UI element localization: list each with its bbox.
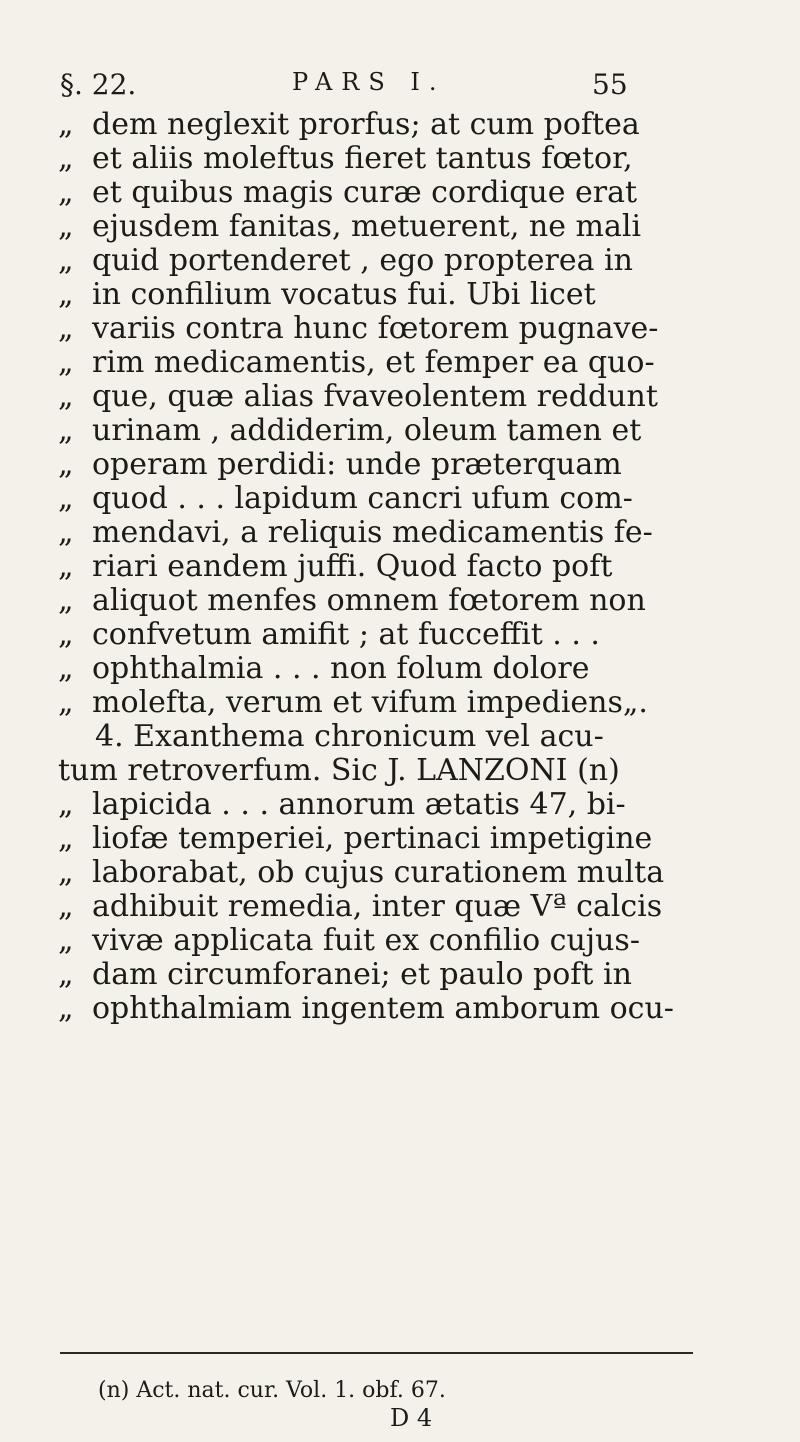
quote-mark: „ (58, 923, 74, 958)
line-text: aliquot menfes omnem fœtorem non (92, 583, 646, 618)
running-title: PARS I. (292, 68, 446, 96)
quote-mark: „ (58, 583, 74, 618)
footnote-rule (60, 1352, 693, 1354)
line-text: ophthalmiam ingentem amborum ocu- (92, 991, 674, 1026)
text-line (58, 788, 698, 822)
signature-mark: D 4 (390, 1404, 433, 1432)
text-line (58, 890, 698, 924)
quote-mark: „ (58, 243, 74, 278)
body-text (58, 108, 698, 1026)
line-text: operam perdidi: unde præterquam (92, 447, 622, 482)
line-text: et aliis moleftus fieret tantus fœtor, (92, 141, 633, 176)
text-line (58, 108, 698, 142)
line-text: dam circumforanei; et paulo poft in (92, 957, 632, 992)
text-line (58, 142, 698, 176)
line-text: variis contra hunc fœtorem pugnave- (92, 311, 659, 346)
quote-mark: „ (58, 651, 74, 686)
line-text: confvetum amifit ; at fucceffit . . . (92, 617, 600, 652)
text-line (58, 380, 698, 414)
text-line (58, 686, 698, 720)
text-line (58, 482, 698, 516)
quote-mark: „ (58, 617, 74, 652)
line-text: lapicida . . . annorum ætatis 47, bi- (92, 787, 626, 822)
section-number: §. 22. (60, 68, 137, 101)
text-line (58, 754, 698, 788)
line-text: laborabat, ob cujus curationem multa (92, 855, 665, 890)
line-text: tum retroverfum. Sic J. LANZONI (n) (58, 753, 620, 788)
quote-mark: „ (58, 855, 74, 890)
line-text: liofæ temperiei, pertinaci impetigine (92, 821, 653, 856)
quote-mark: „ (58, 821, 74, 856)
text-line (58, 618, 698, 652)
quote-mark: „ (58, 175, 74, 210)
line-text: riari eandem juffi. Quod facto poft (92, 549, 613, 584)
text-line (58, 414, 698, 448)
line-text: vivæ applicata fuit ex confilio cujus- (92, 923, 640, 958)
line-text: quod . . . lapidum cancri ufum com- (92, 481, 633, 516)
quote-mark: „ (58, 413, 74, 448)
text-line (58, 312, 698, 346)
footnote: (n) Act. nat. cur. Vol. 1. obf. 67. (98, 1378, 446, 1403)
quote-mark: „ (58, 481, 74, 516)
quote-mark: „ (58, 549, 74, 584)
text-line (58, 346, 698, 380)
line-text: que, quæ alias fvaveolentem reddunt (92, 379, 658, 414)
quote-mark: „ (58, 311, 74, 346)
quote-mark: „ (58, 991, 74, 1026)
line-text: molefta, verum et vifum impediens„. (92, 685, 648, 720)
line-text: ophthalmia . . . non folum dolore (92, 651, 590, 686)
quote-mark: „ (58, 277, 74, 312)
quote-mark: „ (58, 209, 74, 244)
line-text: adhibuit remedia, inter quæ Vª calcis (92, 889, 663, 924)
page-header (60, 68, 660, 108)
page-number: 55 (592, 68, 628, 101)
quote-mark: „ (58, 787, 74, 822)
quote-mark: „ (58, 345, 74, 380)
text-line (58, 924, 698, 958)
text-line (58, 584, 698, 618)
text-line (58, 550, 698, 584)
text-line (58, 448, 698, 482)
line-text: in confilium vocatus fui. Ubi licet (92, 277, 596, 312)
quote-mark: „ (58, 447, 74, 482)
quote-mark: „ (58, 107, 74, 142)
line-text: et quibus magis curæ cordique erat (92, 175, 638, 210)
text-line (58, 210, 698, 244)
text-line (58, 856, 698, 890)
line-text: ejusdem fanitas, metuerent, ne mali (92, 209, 642, 244)
quote-mark: „ (58, 141, 74, 176)
line-text: dem neglexit prorfus; at cum poftea (92, 107, 640, 142)
line-text: mendavi, a reliquis medicamentis fe- (92, 515, 653, 550)
text-line (58, 176, 698, 210)
text-line (58, 278, 698, 312)
line-text: quid portenderet , ego propterea in (92, 243, 633, 278)
text-line (58, 244, 698, 278)
text-line (58, 516, 698, 550)
text-line (58, 652, 698, 686)
quote-mark: „ (58, 379, 74, 414)
text-line (58, 992, 698, 1026)
text-line (58, 720, 698, 754)
line-text: urinam , addiderim, oleum tamen et (92, 413, 642, 448)
text-line (58, 822, 698, 856)
quote-mark: „ (58, 889, 74, 924)
text-line (58, 958, 698, 992)
line-text: 4. Exanthema chronicum vel acu- (95, 719, 604, 754)
quote-mark: „ (58, 515, 74, 550)
quote-mark: „ (58, 957, 74, 992)
quote-mark: „ (58, 685, 74, 720)
line-text: rim medicamentis, et femper ea quo- (92, 345, 655, 380)
